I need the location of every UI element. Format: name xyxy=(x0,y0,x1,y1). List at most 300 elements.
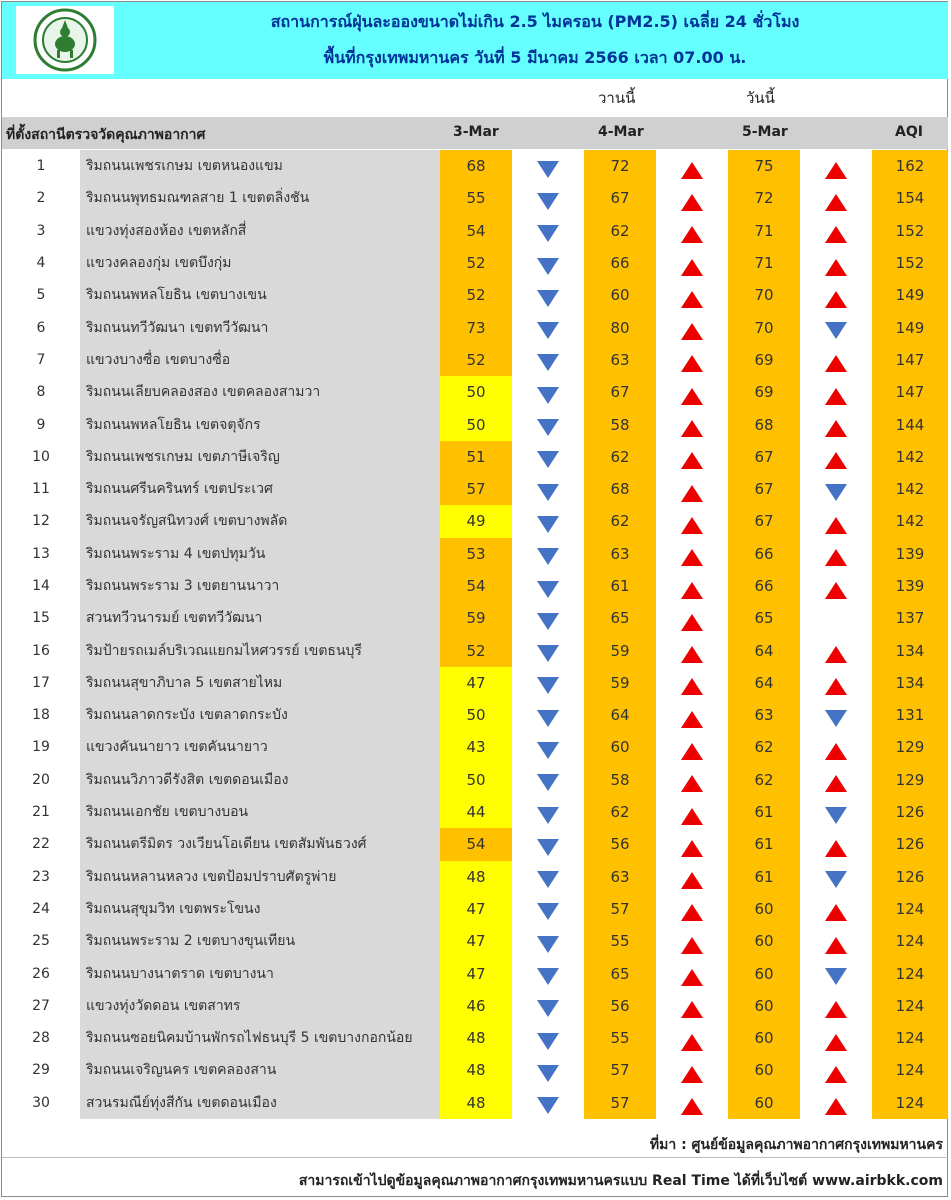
station-name: แขวงคันนายาว เขตคันนายาว xyxy=(80,731,440,763)
trend-arrow-day1-cell xyxy=(512,215,584,247)
station-name: ริมถนนพหลโยธิน เขตบางเขน xyxy=(80,279,440,311)
table-row xyxy=(2,344,948,376)
arrow-down-icon xyxy=(537,742,559,759)
day1-value: 43 xyxy=(440,731,512,763)
trend-arrow-day3-cell xyxy=(800,764,872,796)
arrow-up-icon xyxy=(681,711,703,728)
table-row xyxy=(2,182,948,214)
day3-value: 61 xyxy=(728,861,800,893)
arrow-up-icon xyxy=(825,1066,847,1083)
arrow-up-icon xyxy=(681,872,703,889)
trend-arrow-day3-cell xyxy=(800,473,872,505)
day1-value: 52 xyxy=(440,344,512,376)
day2-value: 62 xyxy=(584,505,656,537)
row-number: 18 xyxy=(2,699,80,731)
arrow-up-icon xyxy=(681,937,703,954)
arrow-up-icon xyxy=(681,549,703,566)
trend-arrow-day1-cell xyxy=(512,667,584,699)
day1-value: 52 xyxy=(440,247,512,279)
source-note: ที่มา : ศูนย์ข้อมูลคุณภาพอากาศกรุงเทพมหานคร xyxy=(649,1137,943,1153)
arrow-up-icon xyxy=(825,1098,847,1115)
station-name: ริมถนนเอกชัย เขตบางบอน xyxy=(80,796,440,828)
row-number: 4 xyxy=(2,247,80,279)
station-name: ริมถนนพหลโยธิน เขตจตุจักร xyxy=(80,408,440,440)
day2-value: 80 xyxy=(584,311,656,343)
table-row xyxy=(2,828,948,860)
day3-value: 66 xyxy=(728,538,800,570)
arrow-down-icon xyxy=(537,451,559,468)
trend-arrow-day2-cell xyxy=(656,1022,728,1054)
station-name: แขวงคลองกุ่ม เขตบึงกุ่ม xyxy=(80,247,440,279)
trend-arrow-day2-cell xyxy=(656,441,728,473)
station-name: ริมถนนสุขาภิบาล 5 เขตสายไหม xyxy=(80,667,440,699)
row-number: 17 xyxy=(2,667,80,699)
row-number: 11 xyxy=(2,473,80,505)
table-row xyxy=(2,150,948,182)
arrow-down-icon xyxy=(537,581,559,598)
day2-value: 56 xyxy=(584,828,656,860)
table-row xyxy=(2,602,948,634)
trend-arrow-day3-cell xyxy=(800,247,872,279)
arrow-down-icon xyxy=(825,968,847,985)
station-name: ริมถนนเจริญนคร เขตคลองสาน xyxy=(80,1054,440,1086)
day3-value: 62 xyxy=(728,764,800,796)
day3-value: 60 xyxy=(728,1022,800,1054)
trend-arrow-day1-cell xyxy=(512,182,584,214)
station-name: ริมถนนบางนาตราด เขตบางนา xyxy=(80,957,440,989)
day2-value: 62 xyxy=(584,441,656,473)
day2-value: 57 xyxy=(584,893,656,925)
aqi-value: 142 xyxy=(872,441,948,473)
day3-value: 60 xyxy=(728,990,800,1022)
day2-value: 60 xyxy=(584,279,656,311)
day1-value: 54 xyxy=(440,215,512,247)
day1-value: 52 xyxy=(440,634,512,666)
trend-arrow-day3-cell xyxy=(800,893,872,925)
arrow-up-icon xyxy=(681,969,703,986)
station-name: ริมถนนเพชรเกษม เขตหนองแขม xyxy=(80,150,440,182)
trend-arrow-day1-cell xyxy=(512,408,584,440)
day3-value: 60 xyxy=(728,957,800,989)
aqi-value: 154 xyxy=(872,182,948,214)
trend-arrow-day1-cell xyxy=(512,731,584,763)
trend-arrow-day2-cell xyxy=(656,634,728,666)
table-row xyxy=(2,861,948,893)
row-number: 9 xyxy=(2,408,80,440)
row-number: 26 xyxy=(2,957,80,989)
trend-arrow-day1-cell xyxy=(512,828,584,860)
aqi-value: 124 xyxy=(872,957,948,989)
arrow-up-icon xyxy=(681,485,703,502)
arrow-down-icon xyxy=(537,484,559,501)
arrow-up-icon xyxy=(825,452,847,469)
table-row xyxy=(2,247,948,279)
col-station: ที่ตั้งสถานีตรวจวัดคุณภาพอากาศ xyxy=(6,127,206,143)
day3-value: 70 xyxy=(728,279,800,311)
table-row xyxy=(2,376,948,408)
arrow-down-icon xyxy=(825,871,847,888)
row-number: 15 xyxy=(2,602,80,634)
aqi-value: 152 xyxy=(872,247,948,279)
arrow-down-icon xyxy=(537,774,559,791)
row-number: 21 xyxy=(2,796,80,828)
trend-arrow-day1-cell xyxy=(512,634,584,666)
trend-arrow-day2-cell xyxy=(656,538,728,570)
arrow-down-icon xyxy=(537,1033,559,1050)
arrow-up-icon xyxy=(681,678,703,695)
trend-arrow-day2-cell xyxy=(656,667,728,699)
arrow-up-icon xyxy=(825,743,847,760)
table-row xyxy=(2,667,948,699)
bma-seal-icon xyxy=(33,8,97,72)
arrow-down-icon xyxy=(537,645,559,662)
table-row xyxy=(2,796,948,828)
arrow-up-icon xyxy=(825,1034,847,1051)
trend-arrow-day3-cell xyxy=(800,215,872,247)
day2-value: 62 xyxy=(584,215,656,247)
day3-value: 71 xyxy=(728,215,800,247)
aqi-value: 126 xyxy=(872,828,948,860)
aqi-value: 124 xyxy=(872,1054,948,1086)
trend-arrow-day1-cell xyxy=(512,1087,584,1119)
col-day1: 3-Mar xyxy=(453,124,499,140)
station-name: ริมถนนพระราม 3 เขตยานนาวา xyxy=(80,570,440,602)
aqi-value: 162 xyxy=(872,150,948,182)
row-number: 7 xyxy=(2,344,80,376)
day1-value: 57 xyxy=(440,473,512,505)
day1-value: 50 xyxy=(440,699,512,731)
table-row xyxy=(2,505,948,537)
trend-arrow-day1-cell xyxy=(512,990,584,1022)
trend-arrow-day3-cell xyxy=(800,667,872,699)
row-number: 30 xyxy=(2,1087,80,1119)
station-name: ริมถนนซอยนิคมบ้านพักรถไฟธนบุรี 5 เขตบางกอกน้อย xyxy=(80,1022,440,1054)
trend-arrow-day2-cell xyxy=(656,796,728,828)
row-number: 20 xyxy=(2,764,80,796)
row-number: 14 xyxy=(2,570,80,602)
trend-arrow-day3-cell xyxy=(800,796,872,828)
day1-value: 47 xyxy=(440,925,512,957)
day3-value: 62 xyxy=(728,731,800,763)
station-name: ริมถนนพระราม 4 เขตปทุมวัน xyxy=(80,538,440,570)
day2-value: 57 xyxy=(584,1054,656,1086)
aqi-value: 134 xyxy=(872,634,948,666)
day2-value: 63 xyxy=(584,861,656,893)
day1-value: 73 xyxy=(440,311,512,343)
aqi-value: 129 xyxy=(872,731,948,763)
table-row xyxy=(2,1022,948,1054)
station-name: ริมถนนตรีมิตร วงเวียนโอเดียน เขตสัมพันธวงศ์ xyxy=(80,828,440,860)
day1-value: 48 xyxy=(440,1022,512,1054)
col-aqi: AQI xyxy=(895,124,923,140)
station-name: ริมถนนจรัญสนิทวงศ์ เขตบางพลัด xyxy=(80,505,440,537)
trend-arrow-day1-cell xyxy=(512,150,584,182)
day2-value: 56 xyxy=(584,990,656,1022)
arrow-down-icon xyxy=(537,710,559,727)
arrow-up-icon xyxy=(681,743,703,760)
today-label: วันนี้ xyxy=(746,89,775,107)
arrow-up-icon xyxy=(825,226,847,243)
table-row xyxy=(2,441,948,473)
arrow-up-icon xyxy=(681,614,703,631)
aqi-value: 142 xyxy=(872,505,948,537)
trend-arrow-day2-cell xyxy=(656,699,728,731)
arrow-up-icon xyxy=(681,517,703,534)
trend-arrow-day1-cell xyxy=(512,796,584,828)
trend-arrow-day1-cell xyxy=(512,441,584,473)
day1-value: 44 xyxy=(440,796,512,828)
trend-arrow-day3-cell xyxy=(800,150,872,182)
trend-arrow-day1-cell xyxy=(512,893,584,925)
aqi-value: 124 xyxy=(872,990,948,1022)
trend-arrow-day2-cell xyxy=(656,957,728,989)
day3-value: 60 xyxy=(728,1087,800,1119)
aqi-value: 147 xyxy=(872,344,948,376)
arrow-down-icon xyxy=(537,516,559,533)
arrow-down-icon xyxy=(537,258,559,275)
trend-arrow-day1-cell xyxy=(512,602,584,634)
arrow-up-icon xyxy=(681,323,703,340)
row-number: 23 xyxy=(2,861,80,893)
arrow-up-icon xyxy=(681,1066,703,1083)
arrow-down-icon xyxy=(537,548,559,565)
footer-divider xyxy=(2,1157,948,1158)
arrow-down-icon xyxy=(537,903,559,920)
arrow-down-icon xyxy=(537,290,559,307)
col-day3: 5-Mar xyxy=(742,124,788,140)
arrow-down-icon xyxy=(537,968,559,985)
day3-value: 65 xyxy=(728,602,800,634)
row-number: 5 xyxy=(2,279,80,311)
trend-arrow-day2-cell xyxy=(656,344,728,376)
station-name: แขวงทุ่งสองห้อง เขตหลักสี่ xyxy=(80,215,440,247)
day1-value: 59 xyxy=(440,602,512,634)
yesterday-label: วานนี้ xyxy=(598,89,636,107)
aqi-value: 139 xyxy=(872,570,948,602)
aqi-value: 129 xyxy=(872,764,948,796)
table-row xyxy=(2,1054,948,1086)
day3-value: 63 xyxy=(728,699,800,731)
trend-arrow-day3-cell xyxy=(800,441,872,473)
station-name: ริมถนนพระราม 2 เขตบางขุนเทียน xyxy=(80,925,440,957)
trend-arrow-day1-cell xyxy=(512,505,584,537)
day2-value: 60 xyxy=(584,731,656,763)
day2-value: 61 xyxy=(584,570,656,602)
arrow-up-icon xyxy=(681,775,703,792)
row-number: 10 xyxy=(2,441,80,473)
table-row xyxy=(2,570,948,602)
day1-value: 46 xyxy=(440,990,512,1022)
station-table xyxy=(2,150,948,1119)
aqi-value: 124 xyxy=(872,925,948,957)
trend-arrow-day1-cell xyxy=(512,764,584,796)
row-number: 27 xyxy=(2,990,80,1022)
day3-value: 72 xyxy=(728,182,800,214)
arrow-up-icon xyxy=(681,259,703,276)
title-line-1: สถานการณ์ฝุ่นละอองขนาดไม่เกิน 2.5 ไมครอน (PM2.5) เฉลี่ย 24 ชั่วโมง xyxy=(270,12,800,31)
trend-arrow-day2-cell xyxy=(656,279,728,311)
station-name: สวนทวีวนารมย์ เขตทวีวัฒนา xyxy=(80,602,440,634)
trend-arrow-day3-cell xyxy=(800,311,872,343)
arrow-up-icon xyxy=(825,549,847,566)
trend-arrow-day1-cell xyxy=(512,376,584,408)
arrow-down-icon xyxy=(825,807,847,824)
station-name: สวนรมณีย์ทุ่งสีกัน เขตดอนเมือง xyxy=(80,1087,440,1119)
trend-arrow-day3-cell xyxy=(800,538,872,570)
trend-arrow-day1-cell xyxy=(512,957,584,989)
arrow-down-icon xyxy=(537,677,559,694)
arrow-up-icon xyxy=(825,646,847,663)
arrow-up-icon xyxy=(825,904,847,921)
row-number: 12 xyxy=(2,505,80,537)
day1-value: 54 xyxy=(440,570,512,602)
day3-value: 60 xyxy=(728,925,800,957)
day3-value: 70 xyxy=(728,311,800,343)
arrow-up-icon xyxy=(681,1098,703,1115)
station-name: ริมถนนทวีวัฒนา เขตทวีวัฒนา xyxy=(80,311,440,343)
day2-value: 55 xyxy=(584,1022,656,1054)
trend-arrow-day3-cell xyxy=(800,602,872,634)
arrow-up-icon xyxy=(825,840,847,857)
day1-value: 50 xyxy=(440,408,512,440)
website-note: สามารถเข้าไปดูข้อมูลคุณภาพอากาศกรุงเทพมหานครแบบ Real Time ได้ที่เว็บไซต์ www.airbkk.com xyxy=(298,1173,943,1189)
arrow-up-icon xyxy=(825,259,847,276)
trend-arrow-day3-cell xyxy=(800,861,872,893)
day1-value: 54 xyxy=(440,828,512,860)
day2-value: 64 xyxy=(584,699,656,731)
arrow-up-icon xyxy=(825,1001,847,1018)
trend-arrow-day3-cell xyxy=(800,957,872,989)
arrow-down-icon xyxy=(537,1065,559,1082)
day3-value: 61 xyxy=(728,828,800,860)
bma-logo xyxy=(16,6,114,74)
day1-value: 53 xyxy=(440,538,512,570)
row-number: 29 xyxy=(2,1054,80,1086)
table-row xyxy=(2,731,948,763)
day3-value: 67 xyxy=(728,473,800,505)
trend-arrow-day1-cell xyxy=(512,699,584,731)
day1-value: 50 xyxy=(440,376,512,408)
day3-value: 69 xyxy=(728,376,800,408)
trend-arrow-day1-cell xyxy=(512,1054,584,1086)
arrow-down-icon xyxy=(537,839,559,856)
day3-value: 66 xyxy=(728,570,800,602)
trend-arrow-day3-cell xyxy=(800,376,872,408)
aqi-value: 139 xyxy=(872,538,948,570)
trend-arrow-day2-cell xyxy=(656,473,728,505)
row-number: 8 xyxy=(2,376,80,408)
arrow-up-icon xyxy=(681,388,703,405)
arrow-down-icon xyxy=(537,936,559,953)
row-number: 28 xyxy=(2,1022,80,1054)
day2-value: 63 xyxy=(584,344,656,376)
trend-arrow-day2-cell xyxy=(656,602,728,634)
arrow-down-icon xyxy=(537,1097,559,1114)
arrow-down-icon xyxy=(537,613,559,630)
trend-arrow-day2-cell xyxy=(656,990,728,1022)
arrow-up-icon xyxy=(681,291,703,308)
day2-value: 57 xyxy=(584,1087,656,1119)
arrow-up-icon xyxy=(825,388,847,405)
arrow-up-icon xyxy=(825,194,847,211)
row-number: 16 xyxy=(2,634,80,666)
day2-value: 58 xyxy=(584,764,656,796)
station-name: ริมถนนเพชรเกษม เขตภาษีเจริญ xyxy=(80,441,440,473)
table-row xyxy=(2,1087,948,1119)
station-name: ริมถนนศรีนครินทร์ เขตประเวศ xyxy=(80,473,440,505)
arrow-up-icon xyxy=(681,904,703,921)
aqi-value: 142 xyxy=(872,473,948,505)
arrow-down-icon xyxy=(537,193,559,210)
arrow-down-icon xyxy=(825,710,847,727)
trend-arrow-day2-cell xyxy=(656,408,728,440)
trend-arrow-day2-cell xyxy=(656,376,728,408)
aqi-value: 149 xyxy=(872,311,948,343)
trend-arrow-day3-cell xyxy=(800,634,872,666)
trend-arrow-day3-cell xyxy=(800,505,872,537)
trend-arrow-day2-cell xyxy=(656,764,728,796)
day1-value: 50 xyxy=(440,764,512,796)
day2-value: 59 xyxy=(584,667,656,699)
station-name: ริมถนนเลียบคลองสอง เขตคลองสามวา xyxy=(80,376,440,408)
table-row xyxy=(2,957,948,989)
day2-value: 67 xyxy=(584,182,656,214)
trend-arrow-day3-cell xyxy=(800,570,872,602)
trend-arrow-day2-cell xyxy=(656,570,728,602)
day2-value: 55 xyxy=(584,925,656,957)
trend-arrow-day3-cell xyxy=(800,408,872,440)
trend-arrow-day3-cell xyxy=(800,279,872,311)
arrow-up-icon xyxy=(681,452,703,469)
row-number: 3 xyxy=(2,215,80,247)
arrow-up-icon xyxy=(681,1001,703,1018)
arrow-up-icon xyxy=(681,1034,703,1051)
arrow-up-icon xyxy=(681,162,703,179)
trend-arrow-day2-cell xyxy=(656,1054,728,1086)
station-name: ริมถนนลาดกระบัง เขตลาดกระบัง xyxy=(80,699,440,731)
day1-value: 47 xyxy=(440,957,512,989)
station-name: ริมถนนพุทธมณฑลสาย 1 เขตตลิ่งชัน xyxy=(80,182,440,214)
day1-value: 48 xyxy=(440,1054,512,1086)
day1-value: 68 xyxy=(440,150,512,182)
day1-value: 48 xyxy=(440,1087,512,1119)
arrow-up-icon xyxy=(825,291,847,308)
trend-arrow-day1-cell xyxy=(512,1022,584,1054)
arrow-up-icon xyxy=(825,678,847,695)
aqi-value: 124 xyxy=(872,1022,948,1054)
aqi-value: 124 xyxy=(872,1087,948,1119)
station-name: ริมป้ายรถเมล์บริเวณแยกมไหศวรรย์ เขตธนบุรี xyxy=(80,634,440,666)
row-number: 1 xyxy=(2,150,80,182)
trend-arrow-day2-cell xyxy=(656,731,728,763)
day2-value: 67 xyxy=(584,376,656,408)
arrow-up-icon xyxy=(825,162,847,179)
trend-arrow-day2-cell xyxy=(656,505,728,537)
day1-value: 51 xyxy=(440,441,512,473)
table-row xyxy=(2,215,948,247)
aqi-value: 149 xyxy=(872,279,948,311)
col-day2: 4-Mar xyxy=(598,124,644,140)
aqi-value: 126 xyxy=(872,861,948,893)
title-line-2: พื้นที่กรุงเทพมหานคร วันที่ 5 มีนาคม 2566 เวลา 07.00 น. xyxy=(323,48,747,67)
trend-arrow-day3-cell xyxy=(800,828,872,860)
trend-arrow-day1-cell xyxy=(512,247,584,279)
day2-value: 62 xyxy=(584,796,656,828)
arrow-up-icon xyxy=(681,194,703,211)
arrow-up-icon xyxy=(825,582,847,599)
table-row xyxy=(2,279,948,311)
station-name: แขวงบางซื่อ เขตบางซื่อ xyxy=(80,344,440,376)
